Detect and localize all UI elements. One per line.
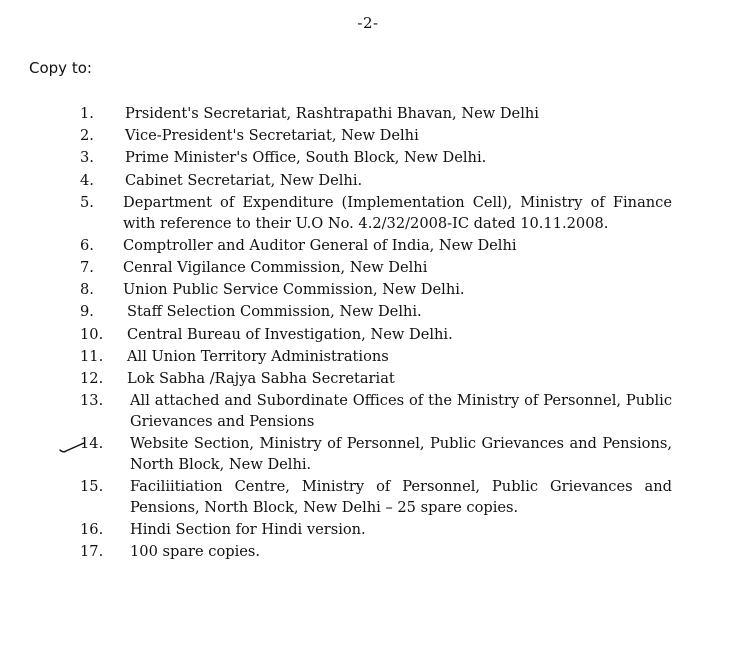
item-number: 5. [80, 193, 94, 211]
item-number: 14. [80, 435, 104, 453]
list-item [0, 236, 736, 257]
item-number: 1. [80, 105, 94, 122]
item-text: Hindi Section for Hindi version. [130, 520, 366, 538]
list-item [0, 126, 736, 147]
list-item [0, 520, 736, 541]
item-text: Lok Sabha /Rajya Sabha Secretariat [127, 369, 395, 387]
item-text: All Union Territory Administrations [127, 347, 389, 365]
list-item [0, 148, 736, 169]
item-text: Website Section, Ministry of Personnel, Public Grievances and Pensions, North Block, New Delhi. [130, 435, 672, 473]
item-number: 13. [80, 392, 104, 410]
item-text: Vice-President's Secretariat, New Delhi [125, 127, 419, 145]
distribution-list [0, 104, 736, 564]
item-number: 12. [80, 369, 104, 387]
list-item [0, 391, 736, 432]
list-item [0, 258, 736, 279]
item-number: 4. [80, 171, 94, 189]
item-number: 17. [80, 543, 104, 561]
list-item [0, 302, 736, 323]
item-number: 3. [80, 149, 94, 167]
item-number: 10. [80, 325, 104, 343]
item-text: Comptroller and Auditor General of India, New Delhi [123, 236, 517, 254]
page-number: -2- [357, 14, 379, 32]
list-item [0, 104, 736, 125]
item-text: Faciliitiation Centre, Ministry of Personnel, Public Grievances and Pensions, North Block, New Delhi – 25 spare copies. [130, 477, 672, 516]
item-text: Prsident's Secretariat, Rashtrapathi Bhavan, New Delhi [125, 105, 539, 122]
list-item [0, 542, 736, 563]
list-item [0, 347, 736, 368]
item-text: Prime Minister's Office, South Block, New Delhi. [125, 149, 487, 167]
item-text: Staff Selection Commission, New Delhi. [127, 303, 422, 321]
item-number: 16. [80, 520, 104, 538]
item-number: 2. [80, 127, 94, 145]
list-item [0, 369, 736, 390]
item-text: Union Public Service Commission, New Delhi. [123, 281, 465, 299]
item-number: 11. [80, 347, 104, 365]
list-item [0, 193, 736, 234]
item-text: Cenral Vigilance Commission, New Delhi [123, 258, 428, 276]
item-text: Central Bureau of Investigation, New Delhi. [127, 325, 453, 343]
item-number: 9. [80, 303, 94, 321]
item-text: 100 spare copies. [130, 543, 261, 561]
list-item [0, 171, 736, 192]
list-item [0, 325, 736, 346]
copy-to-label: Copy to: [29, 59, 92, 77]
item-number: 6. [80, 236, 94, 254]
list-item [0, 280, 736, 301]
list-item [0, 434, 736, 475]
item-text: All attached and Subordinate Offices of the Ministry of Personnel, Public Grievances and Pensions [130, 392, 672, 430]
list-item [0, 477, 736, 518]
item-number: 8. [80, 281, 94, 299]
item-text: Department of Expenditure (Implementation Cell), Ministry of Finance with reference to their U.O No. 4.2/32/2008-IC dated 10.11.2008. [123, 193, 672, 232]
item-number: 7. [80, 258, 94, 276]
item-text: Cabinet Secretariat, New Delhi. [125, 171, 363, 189]
item-number: 15. [80, 477, 104, 495]
